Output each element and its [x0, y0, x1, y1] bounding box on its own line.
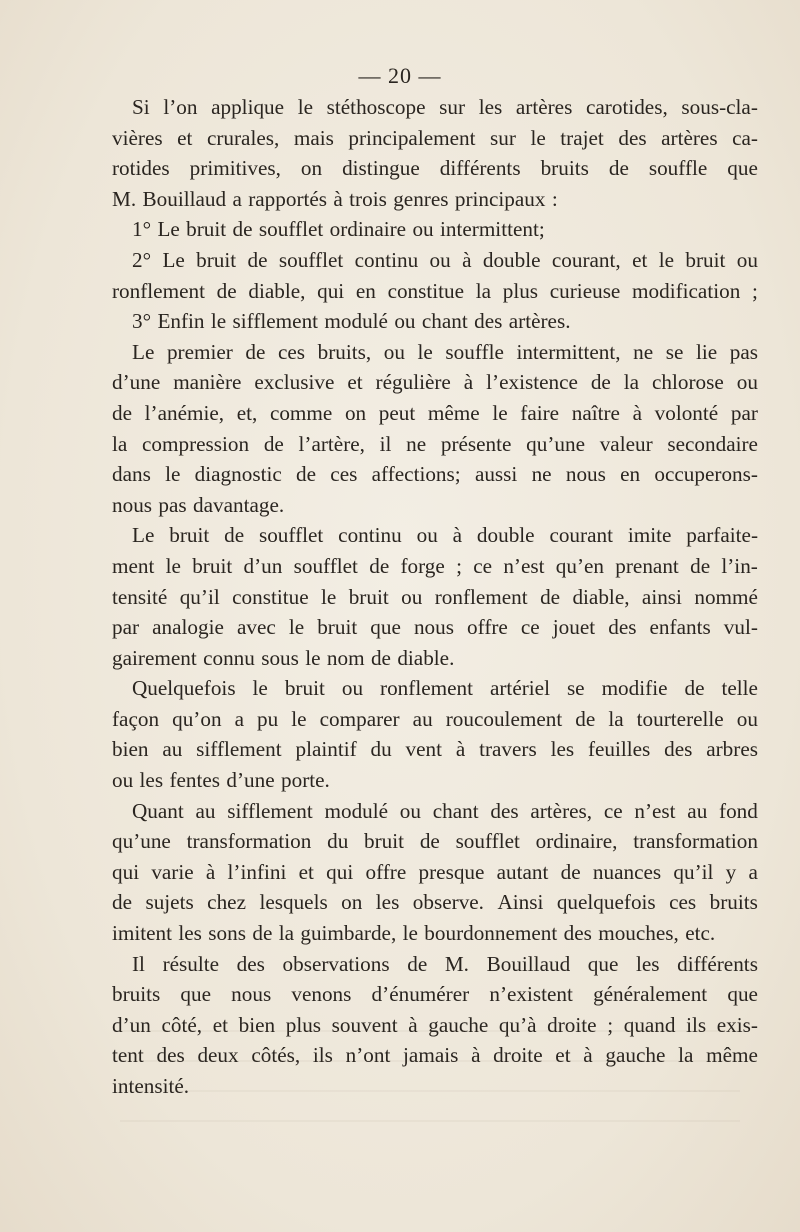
text-line: de l’anémie, et, comme on peut même le faire naître à volonté par — [112, 400, 758, 425]
text-line: Le premier de ces bruits, ou le souffle intermittent, ne se lie pas — [132, 339, 758, 364]
text-line: tent des deux côtés, ils n’ont jamais à droite et à gauche la même — [112, 1043, 758, 1068]
text-line: bien au sifflement plaintif du vent à travers les feuilles des arbres — [112, 737, 758, 762]
text-line: ronflement de diable, qui en constitue la plus curieuse modification ; — [112, 278, 758, 303]
text-line: ou les fentes d’une porte. — [112, 768, 330, 793]
text-line: M. Bouillaud a rapportés à trois genres principaux : — [112, 186, 558, 211]
text-line: gairement connu sous le nom de diable. — [112, 645, 455, 670]
text-line: 2° Le bruit de soufflet continu ou à double courant, et le bruit ou — [132, 247, 758, 272]
text-line: 3° Enfin le sifflement modulé ou chant des artères. — [132, 309, 571, 334]
text-line: Quelquefois le bruit ou ronflement artériel se modifie de telle — [132, 676, 758, 701]
text-line: Le bruit de soufflet continu ou à double courant imite parfaite- — [132, 523, 758, 548]
text-line: par analogie avec le bruit que nous offre ce jouet des enfants vul- — [112, 615, 758, 640]
text-line: rotides primitives, on distingue différents bruits de souffle que — [112, 156, 758, 181]
text-line: qui varie à l’infini et qui offre presque autant de nuances qu’il y a — [112, 859, 758, 884]
text-line: vières et crurales, mais principalement sur le trajet des artères ca- — [112, 125, 758, 150]
text-line: 1° Le bruit de soufflet ordinaire ou intermittent; — [132, 217, 545, 242]
text-line: nous pas davantage. — [112, 492, 285, 517]
text-line: bruits que nous venons d’énumérer n’existent généralement que — [112, 982, 758, 1007]
text-line: qu’une transformation du bruit de soufflet ordinaire, transformation — [112, 829, 758, 854]
text-line: Si l’on applique le stéthoscope sur les artères carotides, sous-cla- — [132, 95, 758, 119]
text-line: d’un côté, et bien plus souvent à gauche qu’à droite ; quand ils exis- — [112, 1012, 758, 1037]
text-line: la compression de l’artère, il ne présente qu’une valeur secondaire — [112, 431, 758, 456]
text-line: d’une manière exclusive et régulière à l’existence de la chlorose ou — [112, 370, 758, 395]
text-line: Quant au sifflement modulé ou chant des artères, ce n’est au fond — [132, 798, 758, 823]
body-text — [112, 92, 758, 1102]
page-number: — 20 — — [358, 63, 442, 88]
text-line: intensité. — [112, 1074, 190, 1098]
text-line: tensité qu’il constitue le bruit ou ronflement de diable, ainsi nommé — [112, 584, 758, 609]
text-line: Il résulte des observations de M. Bouillaud que les différents — [132, 951, 758, 976]
text-line: ment le bruit d’un soufflet de forge ; ce n’est qu’en prenant de l’in- — [112, 553, 758, 578]
text-line: dans le diagnostic de ces affections; aussi ne nous en occuperons- — [112, 462, 758, 487]
text-line: de sujets chez lesquels on les observe. Ainsi quelquefois ces bruits — [112, 890, 758, 915]
text-line: façon qu’on a pu le comparer au roucoulement de la tourterelle ou — [112, 706, 758, 731]
text-line: imitent les sons de la guimbarde, le bourdonnement des mouches, etc. — [112, 921, 716, 946]
